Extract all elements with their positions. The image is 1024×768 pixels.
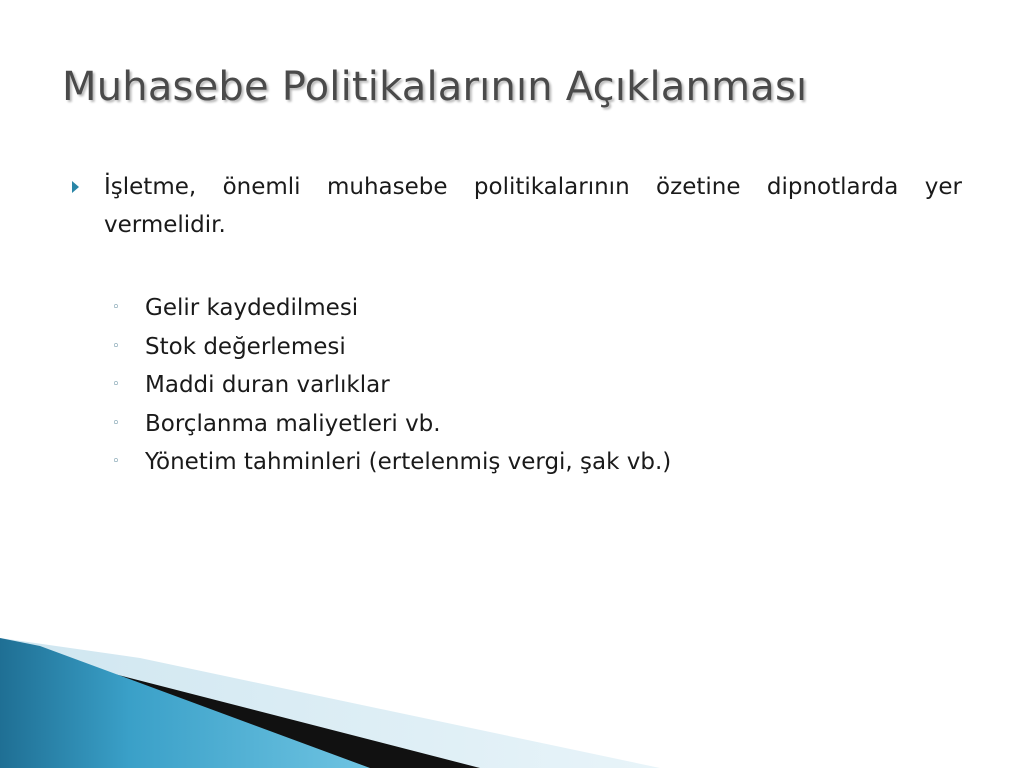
sub-bullet-item — [112, 405, 671, 444]
sub-bullet-item — [112, 366, 671, 405]
circle-bullet-icon: ◦ — [112, 415, 120, 431]
sub-bullet-label: Yönetim tahminleri (ertelenmiş vergi, şak vb.) — [145, 449, 672, 475]
circle-bullet-icon: ◦ — [112, 300, 120, 315]
sub-bullet-list — [112, 289, 671, 482]
decorative-footer-swoosh — [0, 638, 1024, 768]
sub-bullet-item — [112, 328, 671, 367]
circle-bullet-icon: ◦ — [112, 454, 120, 469]
circle-bullet-icon: ◦ — [112, 338, 120, 354]
sub-bullet-label: Stok değerlemesi — [145, 333, 346, 360]
main-bullet — [72, 168, 962, 244]
slide-title: Muhasebe Politikalarının Açıklanması — [62, 64, 808, 110]
main-bullet-text: İşletme, önemli muhasebe politikalarının özetine dipnotlarda yer vermelidir. — [104, 174, 962, 238]
triangle-bullet-icon — [72, 181, 79, 193]
sub-bullet-item — [112, 289, 671, 328]
sub-bullet-label: Maddi duran varlıklar — [145, 372, 390, 398]
sub-bullet-item — [112, 443, 671, 482]
circle-bullet-icon: ◦ — [112, 377, 120, 392]
sub-bullet-label: Borçlanma maliyetleri vb. — [145, 410, 441, 437]
sub-bullet-label: Gelir kaydedilmesi — [145, 295, 359, 321]
